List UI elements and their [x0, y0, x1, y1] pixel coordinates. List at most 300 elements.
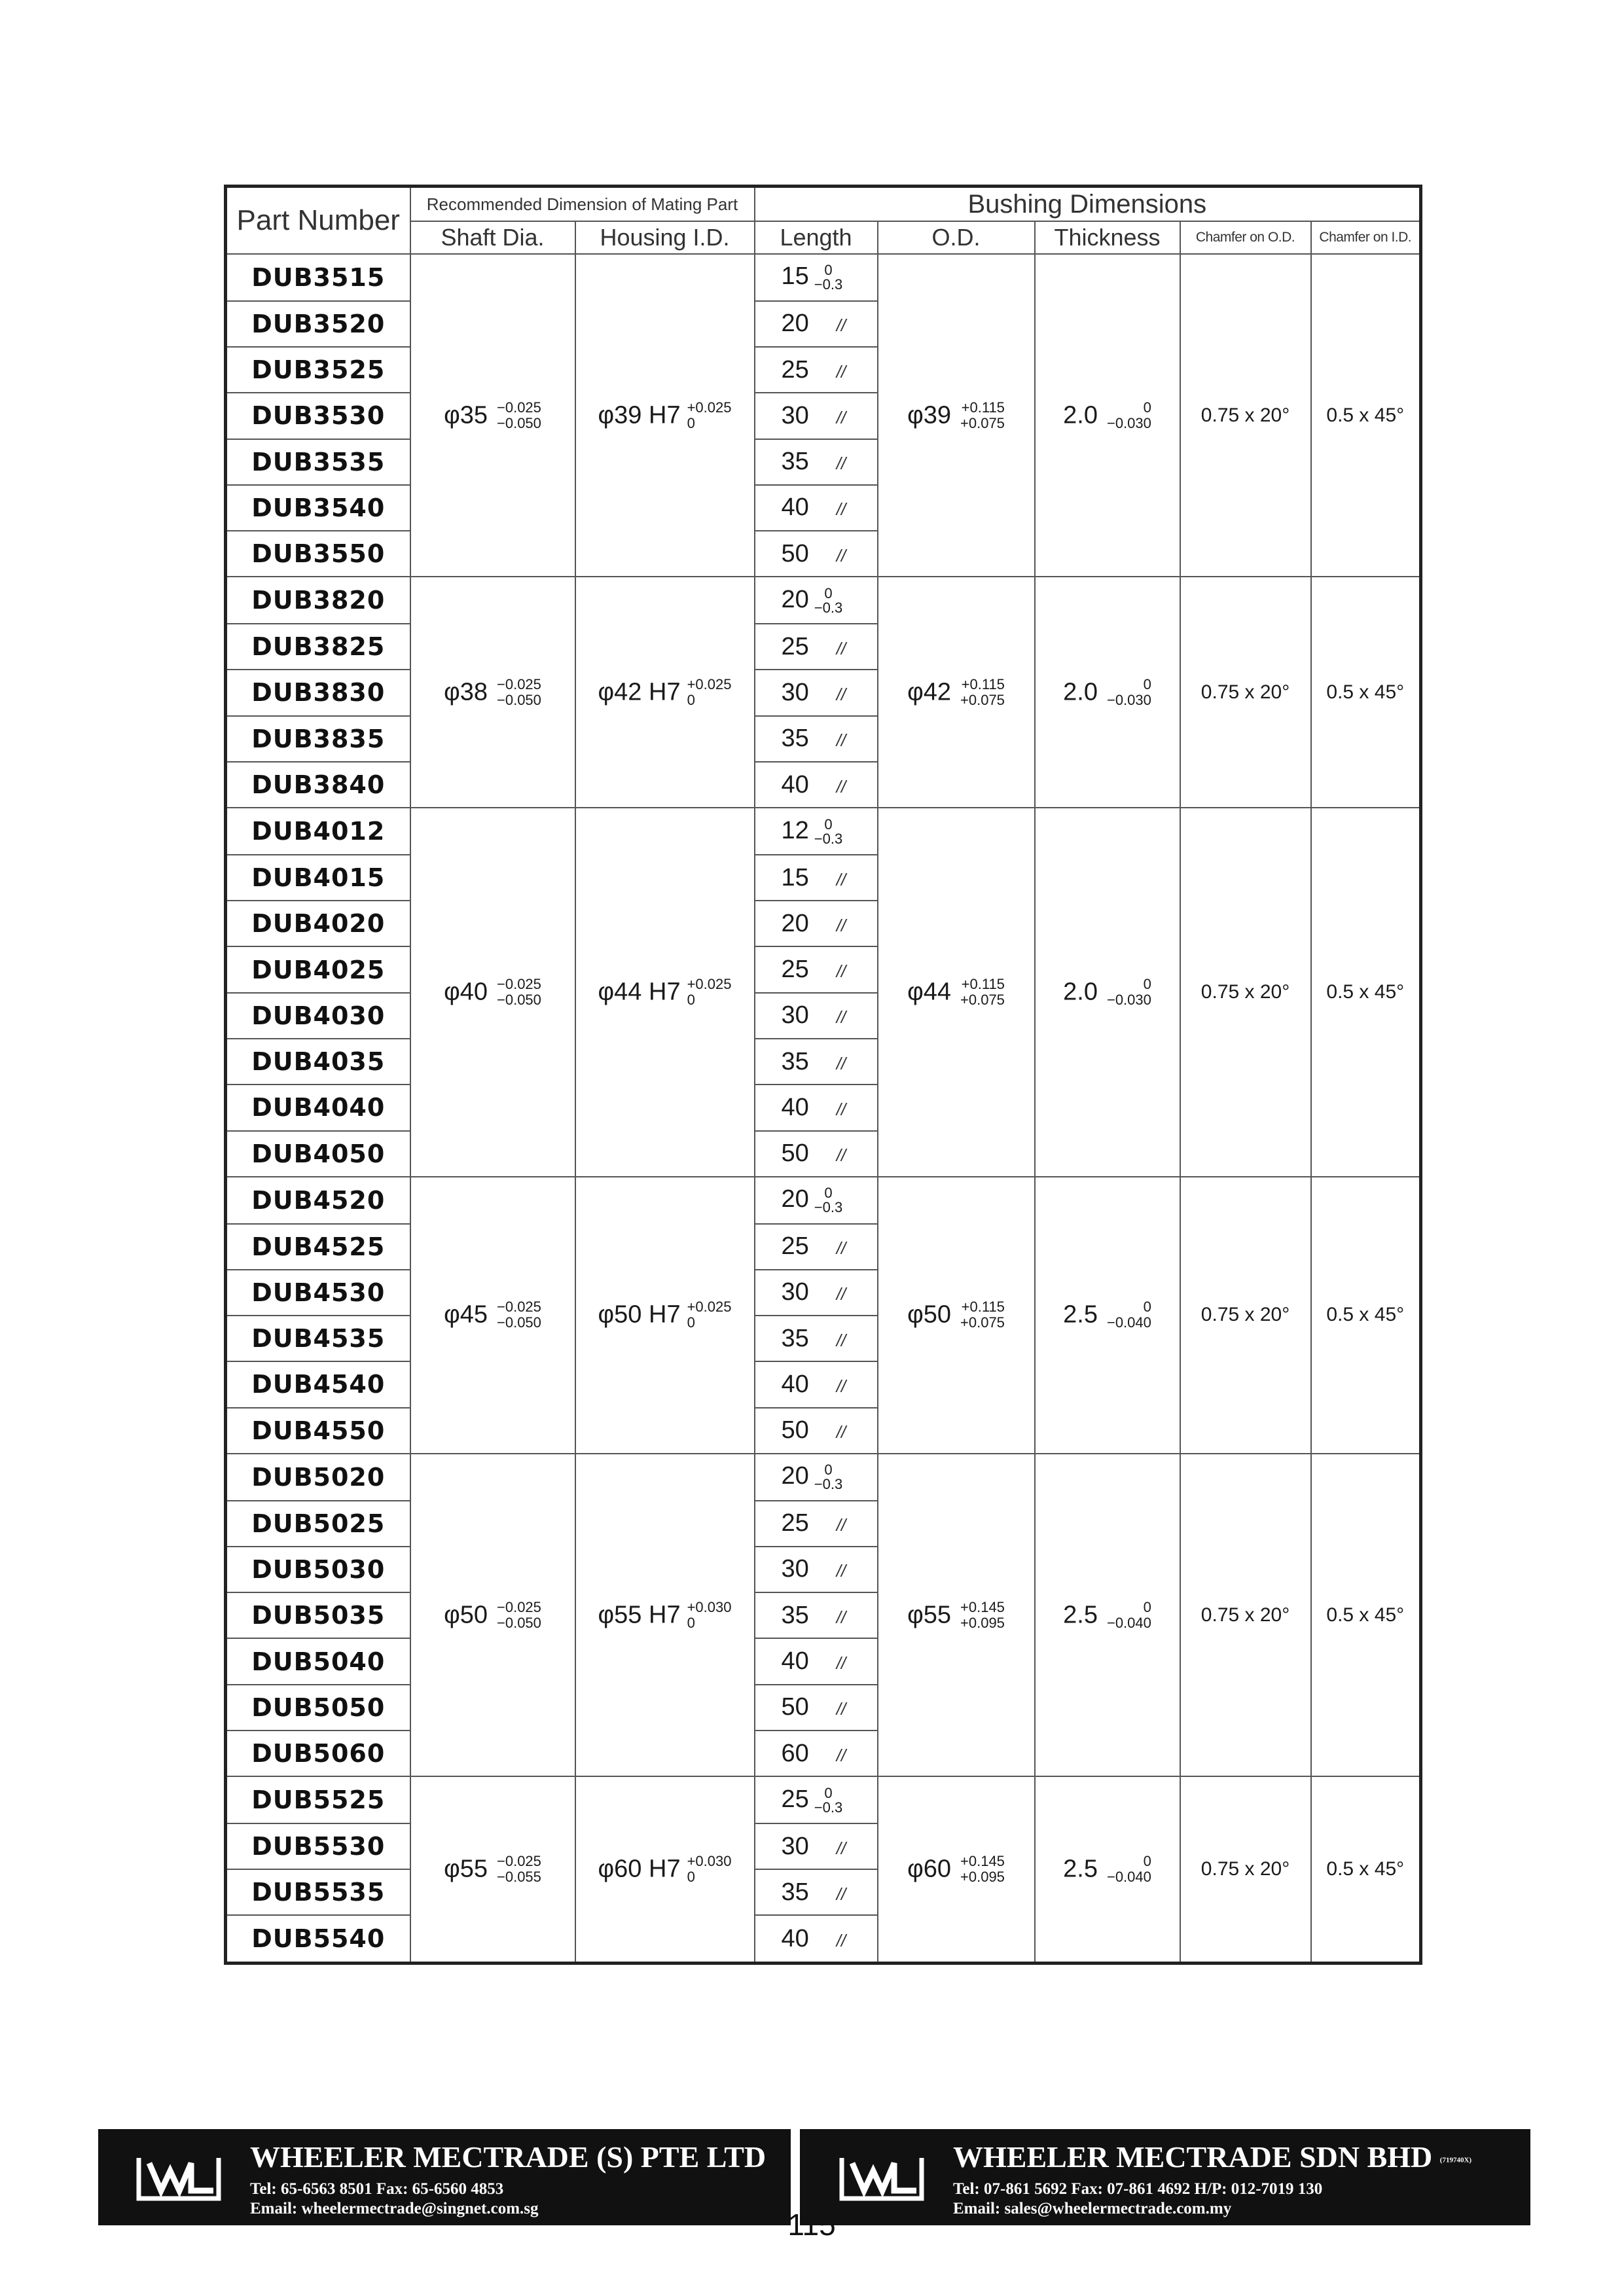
part-number: DUB4035 [226, 1039, 410, 1085]
chamfer-id: 0.5 x 45° [1311, 808, 1421, 1177]
tolerance [960, 1600, 1005, 1631]
header-part-number: Part Number [226, 187, 410, 255]
housing-id-cell [575, 1454, 755, 1776]
od-dia: φ39 [907, 401, 952, 429]
tolerance [1107, 1299, 1151, 1331]
header-chamfer-id: Chamfer on I.D. [1311, 221, 1421, 254]
thickness-value: 2.5 [1063, 1300, 1098, 1329]
length-cell [755, 1547, 878, 1592]
od-cell [878, 254, 1035, 577]
length-cell [755, 347, 878, 393]
ditto-mark: // [836, 1053, 846, 1073]
tolerance-lower: −0.050 [497, 991, 541, 1008]
housing-id: φ39 H7 [598, 401, 681, 429]
length-value: 50 [781, 1416, 809, 1444]
ditto-mark: // [836, 1330, 846, 1350]
length-value: 50 [781, 1139, 809, 1168]
ditto-mark: // [836, 1745, 846, 1765]
ditto-mark: // [836, 361, 846, 382]
ditto-mark: // [836, 1145, 846, 1166]
length-value: 30 [781, 678, 809, 706]
ditto-mark: // [836, 730, 846, 751]
thickness-cell [1035, 808, 1180, 1177]
tolerance [960, 1854, 1005, 1885]
length-value: 35 [781, 725, 809, 753]
tolerance [497, 977, 541, 1008]
part-number: DUB4540 [226, 1361, 410, 1407]
tolerance-lower: +0.075 [960, 991, 1005, 1008]
header-housing-id: Housing I.D. [575, 221, 755, 254]
part-number: DUB5030 [226, 1547, 410, 1592]
tolerance-lower: 0 [687, 1614, 695, 1631]
tolerance-lower: 0 [687, 691, 695, 708]
shaft-dia: φ55 [444, 1855, 488, 1883]
length-cell [755, 531, 878, 577]
housing-id: φ55 H7 [598, 1601, 681, 1629]
length-value: 25 [781, 1509, 809, 1537]
od-dia: φ50 [907, 1300, 952, 1329]
tolerance [960, 1299, 1005, 1331]
shaft-dia-cell [410, 1776, 575, 1963]
part-number: DUB3540 [226, 485, 410, 531]
part-number: DUB3515 [226, 254, 410, 301]
od-cell [878, 1177, 1035, 1454]
table-row [226, 577, 1421, 624]
footer-phone: Tel: 07-861 5692 Fax: 07-861 4692 H/P: 012-7019 130 [953, 2180, 1323, 2198]
table-row [226, 808, 1421, 855]
tolerance-upper: +0.030 [687, 1598, 732, 1615]
part-number: DUB5530 [226, 1823, 410, 1869]
header-shaft-dia: Shaft Dia. [410, 221, 575, 254]
length-cell [755, 624, 878, 670]
ditto-mark: // [836, 1884, 846, 1904]
thickness-cell [1035, 1177, 1180, 1454]
tolerance-upper: +0.115 [961, 975, 1005, 992]
tolerance [497, 1299, 541, 1331]
housing-id-cell [575, 1177, 755, 1454]
length-value: 30 [781, 1278, 809, 1306]
tolerance-lower: −0.050 [497, 414, 541, 431]
thickness-value: 2.0 [1063, 978, 1098, 1006]
length-value: 25 [781, 632, 809, 660]
part-number: DUB5050 [226, 1685, 410, 1731]
od-dia: φ44 [907, 978, 952, 1006]
tolerance [814, 1186, 842, 1215]
tolerance-upper: 0 [824, 262, 833, 279]
length-value: 40 [781, 1924, 809, 1952]
length-value: 50 [781, 1693, 809, 1721]
part-number: DUB3840 [226, 762, 410, 808]
tolerance-upper: +0.025 [687, 975, 732, 992]
chamfer-od: 0.75 x 20° [1180, 1776, 1311, 1963]
shaft-dia: φ35 [444, 401, 488, 429]
length-value: 40 [781, 1370, 809, 1398]
table-row [226, 1177, 1421, 1224]
part-number: DUB4550 [226, 1408, 410, 1454]
shaft-dia-cell [410, 1177, 575, 1454]
footer-phone: Tel: 65-6563 8501 Fax: 65-6560 4853 [250, 2180, 504, 2198]
length-value: 35 [781, 1878, 809, 1906]
header-od: O.D. [878, 221, 1035, 254]
part-number: DUB5525 [226, 1776, 410, 1823]
tolerance-upper: 0 [824, 584, 833, 601]
length-cell [755, 254, 878, 301]
ditto-mark: // [836, 1607, 846, 1627]
tolerance-upper: −0.025 [497, 1853, 541, 1870]
tolerance-upper: 0 [824, 1462, 833, 1479]
ditto-mark: // [836, 1653, 846, 1674]
tolerance [497, 677, 541, 708]
tolerance-upper: +0.145 [960, 1598, 1005, 1615]
tolerance-lower: −0.040 [1106, 1869, 1151, 1886]
length-cell [755, 393, 878, 439]
header-bushing-dimensions: Bushing Dimensions [755, 187, 1421, 222]
length-value: 20 [781, 909, 809, 937]
header-length: Length [755, 221, 878, 254]
tolerance-upper: 0 [1143, 675, 1151, 692]
header-chamfer-od: Chamfer on O.D. [1180, 221, 1311, 254]
tolerance [1107, 1854, 1151, 1885]
tolerance [1107, 1600, 1151, 1631]
part-number: DUB3525 [226, 347, 410, 393]
length-value: 30 [781, 1832, 809, 1860]
tolerance-lower: −0.3 [814, 830, 843, 847]
length-cell [755, 439, 878, 485]
length-value: 50 [781, 539, 809, 567]
length-value: 30 [781, 1001, 809, 1030]
wm-logo-icon [833, 2145, 931, 2210]
ditto-mark: // [836, 454, 846, 474]
part-number: DUB4015 [226, 855, 410, 901]
part-number: DUB4040 [226, 1085, 410, 1130]
tolerance [687, 977, 732, 1008]
part-number: DUB3820 [226, 577, 410, 624]
ditto-mark: // [836, 1099, 846, 1119]
od-dia: φ55 [907, 1601, 952, 1629]
ditto-mark: // [836, 915, 846, 935]
tolerance-upper: 0 [824, 1185, 833, 1202]
tolerance-lower: +0.095 [960, 1614, 1005, 1631]
shaft-dia-cell [410, 808, 575, 1177]
od-dia: φ42 [907, 678, 952, 706]
part-number: DUB5040 [226, 1638, 410, 1684]
length-cell [755, 901, 878, 946]
length-cell [755, 855, 878, 901]
thickness-value: 2.5 [1063, 1601, 1098, 1629]
chamfer-id: 0.5 x 45° [1311, 577, 1421, 808]
length-cell [755, 1316, 878, 1361]
tolerance-lower: −0.040 [1106, 1614, 1151, 1631]
length-value: 30 [781, 1555, 809, 1583]
length-cell [755, 1131, 878, 1177]
part-number: DUB4520 [226, 1177, 410, 1224]
housing-id: φ42 H7 [598, 678, 681, 706]
ditto-mark: // [836, 545, 846, 565]
tolerance-upper: +0.025 [687, 1299, 732, 1316]
tolerance [960, 977, 1005, 1008]
ditto-mark: // [836, 1515, 846, 1535]
tolerance-upper: −0.025 [497, 1299, 541, 1316]
chamfer-od: 0.75 x 20° [1180, 577, 1311, 808]
chamfer-id: 0.5 x 45° [1311, 254, 1421, 577]
length-cell [755, 1454, 878, 1501]
length-cell [755, 808, 878, 855]
length-value: 40 [781, 493, 809, 522]
table-header [226, 187, 1421, 255]
part-number: DUB4020 [226, 901, 410, 946]
thickness-cell [1035, 1454, 1180, 1776]
tolerance-lower: +0.075 [960, 691, 1005, 708]
tolerance-upper: 0 [1143, 1598, 1151, 1615]
table-row [226, 1454, 1421, 1501]
part-number: DUB3520 [226, 301, 410, 347]
tolerance-upper: 0 [824, 816, 833, 833]
housing-id-cell [575, 577, 755, 808]
length-value: 25 [781, 956, 809, 984]
tolerance-lower: 0 [687, 414, 695, 431]
tolerance-lower: −0.3 [814, 1476, 843, 1493]
table-row [226, 254, 1421, 301]
footer-email[interactable]: Email: sales@wheelermectrade.com.my [953, 2200, 1232, 2217]
length-value: 35 [781, 1601, 809, 1629]
part-number: DUB4535 [226, 1316, 410, 1361]
length-cell [755, 1039, 878, 1085]
tolerance-lower: −0.3 [814, 276, 843, 293]
chamfer-od: 0.75 x 20° [1180, 1454, 1311, 1776]
tolerance [814, 1463, 842, 1492]
thickness-value: 2.0 [1063, 678, 1098, 706]
ditto-mark: // [836, 684, 846, 704]
length-value: 25 [781, 1785, 809, 1813]
tolerance-upper: +0.025 [687, 675, 732, 692]
shaft-dia: φ38 [444, 678, 488, 706]
length-value: 40 [781, 1647, 809, 1676]
tolerance-upper: −0.025 [497, 975, 541, 992]
length-cell [755, 993, 878, 1039]
length-cell [755, 1776, 878, 1823]
tolerance [687, 400, 732, 431]
footer-company-name: WHEELER MECTRADE SDN BHD (719740X) [953, 2140, 1472, 2174]
part-number: DUB4530 [226, 1270, 410, 1316]
length-cell [755, 301, 878, 347]
part-number: DUB5035 [226, 1592, 410, 1638]
part-number: DUB3535 [226, 439, 410, 485]
tolerance-upper: 0 [1143, 975, 1151, 992]
ditto-mark: // [836, 961, 846, 982]
tolerance [814, 586, 842, 615]
housing-id: φ50 H7 [598, 1300, 681, 1329]
housing-id: φ60 H7 [598, 1855, 681, 1883]
tolerance [1107, 977, 1151, 1008]
footer-email[interactable]: Email: wheelermectrade@singnet.com.sg [250, 2200, 539, 2217]
length-value: 35 [781, 1324, 809, 1352]
part-number: DUB5025 [226, 1501, 410, 1547]
tolerance-lower: −0.055 [497, 1869, 541, 1886]
length-value: 60 [781, 1739, 809, 1767]
header-thickness: Thickness [1035, 221, 1180, 254]
tolerance [960, 400, 1005, 431]
tolerance-lower: −0.030 [1106, 991, 1151, 1008]
tolerance [814, 263, 842, 292]
length-cell [755, 1361, 878, 1407]
tolerance-lower: +0.075 [960, 1314, 1005, 1331]
length-cell [755, 762, 878, 808]
footer-singapore [98, 2129, 789, 2225]
length-value: 12 [781, 816, 809, 844]
part-number: DUB3835 [226, 716, 410, 762]
part-number: DUB4050 [226, 1131, 410, 1177]
od-cell [878, 577, 1035, 808]
tolerance-upper: +0.145 [960, 1853, 1005, 1870]
part-number: DUB3830 [226, 670, 410, 715]
tolerance-upper: 0 [1143, 1853, 1151, 1870]
tolerance [497, 1600, 541, 1631]
housing-id-cell [575, 808, 755, 1177]
tolerance-upper: +0.025 [687, 399, 732, 416]
length-cell [755, 946, 878, 992]
ditto-mark: // [836, 499, 846, 520]
length-value: 20 [781, 585, 809, 613]
length-value: 15 [781, 863, 809, 891]
tolerance-lower: −0.3 [814, 1199, 843, 1216]
length-value: 40 [781, 770, 809, 798]
length-value: 20 [781, 1185, 809, 1213]
length-cell [755, 1638, 878, 1684]
length-value: 25 [781, 355, 809, 384]
housing-id: φ44 H7 [598, 978, 681, 1006]
ditto-mark: // [836, 1699, 846, 1719]
tolerance-lower: −0.3 [814, 1799, 843, 1816]
tolerance [1107, 677, 1151, 708]
tolerance [687, 1854, 732, 1885]
tolerance [814, 1786, 842, 1815]
part-number: DUB3550 [226, 531, 410, 577]
tolerance-upper: 0 [1143, 399, 1151, 416]
tolerance-upper: 0 [824, 1784, 833, 1801]
tolerance [687, 1299, 732, 1331]
od-cell [878, 1776, 1035, 1963]
tolerance-upper: −0.025 [497, 675, 541, 692]
part-number: DUB5020 [226, 1454, 410, 1501]
tolerance-upper: −0.025 [497, 1598, 541, 1615]
tolerance-lower: −0.050 [497, 1614, 541, 1631]
od-cell [878, 808, 1035, 1177]
tolerance-upper: −0.025 [497, 399, 541, 416]
part-number: DUB4012 [226, 808, 410, 855]
part-number: DUB4525 [226, 1224, 410, 1270]
length-cell [755, 577, 878, 624]
ditto-mark: // [836, 1561, 846, 1581]
shaft-dia-cell [410, 577, 575, 808]
length-cell [755, 716, 878, 762]
part-number: DUB3530 [226, 393, 410, 439]
ditto-mark: // [836, 776, 846, 797]
length-cell [755, 1915, 878, 1963]
chamfer-id: 0.5 x 45° [1311, 1454, 1421, 1776]
part-number: DUB5060 [226, 1731, 410, 1776]
shaft-dia-cell [410, 1454, 575, 1776]
length-cell [755, 1592, 878, 1638]
shaft-dia: φ45 [444, 1300, 488, 1329]
footer-malaysia [801, 2129, 1530, 2225]
tolerance-lower: −0.030 [1106, 414, 1151, 431]
length-cell [755, 1731, 878, 1776]
length-value: 20 [781, 310, 809, 338]
tolerance-lower: −0.030 [1106, 691, 1151, 708]
length-cell [755, 1085, 878, 1130]
tolerance-lower: −0.040 [1106, 1314, 1151, 1331]
od-cell [878, 1454, 1035, 1776]
length-cell [755, 485, 878, 531]
tolerance-lower: 0 [687, 1314, 695, 1331]
tolerance-upper: +0.115 [961, 675, 1005, 692]
tolerance [497, 400, 541, 431]
housing-id-cell [575, 254, 755, 577]
ditto-mark: // [836, 1238, 846, 1259]
shaft-dia: φ40 [444, 978, 488, 1006]
tolerance-upper: 0 [1143, 1299, 1151, 1316]
thickness-value: 2.0 [1063, 401, 1098, 429]
length-cell [755, 1224, 878, 1270]
footer-company-reg: (719740X) [1439, 2156, 1472, 2164]
thickness-value: 2.5 [1063, 1855, 1098, 1883]
bushing-spec-table [224, 185, 1422, 1965]
tolerance-lower: −0.050 [497, 691, 541, 708]
part-number: DUB3825 [226, 624, 410, 670]
page-number: 115 [787, 2208, 836, 2242]
ditto-mark: // [836, 1838, 846, 1858]
part-number: DUB4030 [226, 993, 410, 1039]
tolerance-lower: +0.075 [960, 414, 1005, 431]
shaft-dia-cell [410, 254, 575, 577]
length-cell [755, 1177, 878, 1224]
length-value: 40 [781, 1093, 809, 1121]
length-cell [755, 1823, 878, 1869]
table-body [226, 254, 1421, 1964]
tolerance-upper: +0.115 [961, 399, 1005, 416]
length-cell [755, 1501, 878, 1547]
length-cell [755, 1869, 878, 1915]
length-value: 35 [781, 448, 809, 476]
ditto-mark: // [836, 1007, 846, 1028]
tolerance-lower: 0 [687, 1869, 695, 1886]
length-value: 30 [781, 401, 809, 429]
tolerance [1107, 400, 1151, 431]
footer-company-name: WHEELER MECTRADE (S) PTE LTD [250, 2140, 767, 2174]
length-cell [755, 1408, 878, 1454]
chamfer-od: 0.75 x 20° [1180, 1177, 1311, 1454]
shaft-dia: φ50 [444, 1601, 488, 1629]
thickness-cell [1035, 254, 1180, 577]
thickness-cell [1035, 1776, 1180, 1963]
housing-id-cell [575, 1776, 755, 1963]
length-cell [755, 1270, 878, 1316]
length-value: 20 [781, 1462, 809, 1490]
ditto-mark: // [836, 315, 846, 336]
part-number: DUB4025 [226, 946, 410, 992]
chamfer-id: 0.5 x 45° [1311, 1177, 1421, 1454]
tolerance-lower: 0 [687, 991, 695, 1008]
part-number: DUB5540 [226, 1915, 410, 1963]
tolerance [814, 817, 842, 846]
tolerance [687, 677, 732, 708]
ditto-mark: // [836, 869, 846, 889]
tolerance-lower: +0.095 [960, 1869, 1005, 1886]
chamfer-id: 0.5 x 45° [1311, 1776, 1421, 1963]
length-value: 15 [781, 262, 809, 291]
wm-logo-icon [130, 2145, 228, 2210]
header-recommended-dimension: Recommended Dimension of Mating Part [410, 187, 755, 222]
